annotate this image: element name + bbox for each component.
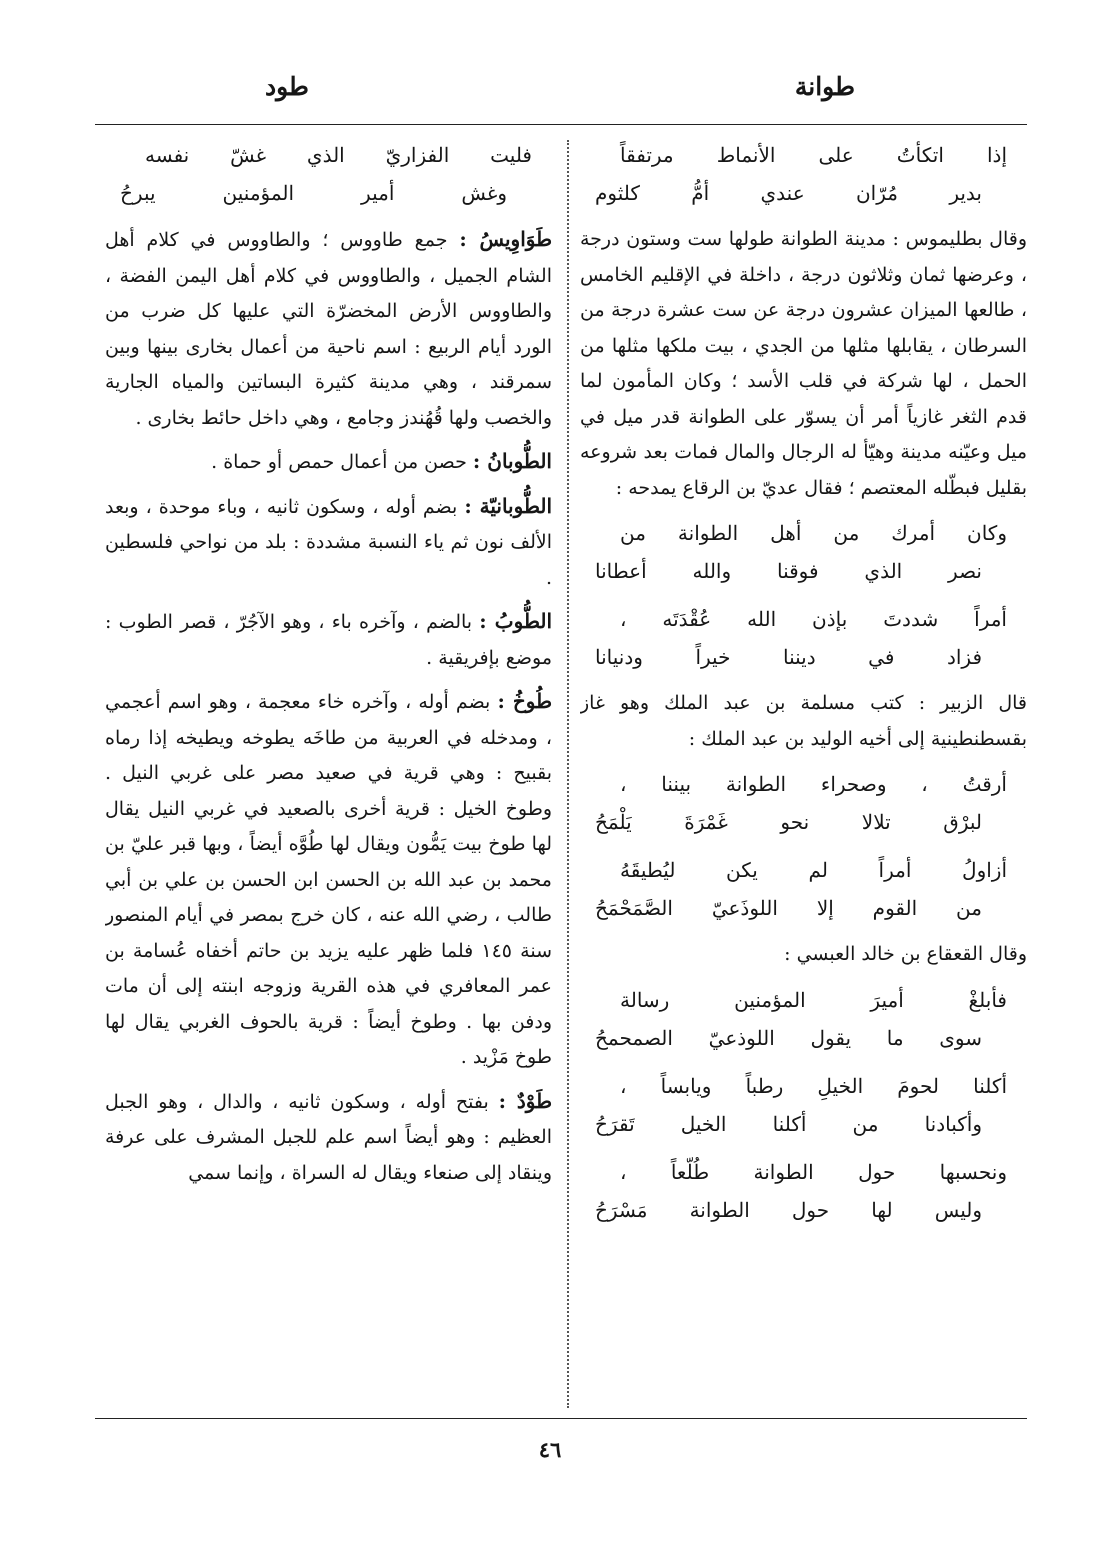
verse-line: أمراً شددتَ بإذن الله عُقْدَتَه ، bbox=[620, 607, 1007, 631]
verse-line: أزاولُ أمراً لم يكن ليُطيقَهُ bbox=[620, 858, 1007, 882]
verse-couplet bbox=[580, 600, 1027, 676]
verse-line: فأبلغْ أميرَ المؤمنين رسالة bbox=[620, 987, 1007, 1012]
dictionary-entry bbox=[105, 604, 552, 676]
left-column bbox=[105, 136, 552, 1408]
dictionary-entry bbox=[105, 444, 552, 481]
verse-couplet bbox=[580, 851, 1027, 927]
verse-line: لبرْق تلالا نحو غَمْرَةَ يَلْمَحُ bbox=[595, 810, 982, 834]
verse-line: وكان أمرك من أهل الطوانة من bbox=[620, 521, 1007, 545]
entry-text: بفتح أوله ، وسكون ثانيه ، والدال ، وهو الجبل العظيم : وهو أيضاً اسم علم للجبل المشرف على عرفة وينقاد إلى صنعاء ويقال له السراة ، وإنما سمي bbox=[105, 1090, 552, 1184]
verse-line: ونحسبها حول الطوانة طُلّعاً ، bbox=[620, 1159, 1007, 1184]
verse-line: أرقتُ ، وصحراء الطوانة بيننا ، bbox=[620, 772, 1007, 796]
verse-line: وليس لها حول الطوانة مَسْرَحُ bbox=[595, 1197, 982, 1222]
entry-text: حصن من أعمال حمص أو حماة . bbox=[211, 451, 473, 473]
header-rule bbox=[95, 124, 1027, 125]
verse-couplet bbox=[580, 136, 1027, 212]
verse-line: أكلنا لحومَ الخيلِ رطباً ويابساً ، bbox=[620, 1073, 1007, 1098]
entry-text: جمع طاووس ؛ والطاووس في كلام أهل الشام الجميل ، والطاووس في كلام أهل اليمن الفضة ، والطاووس الأرض المخضرّة التي عليها كل ضرب من الورد أيام الربيع : اسم ناحية من أعمال بخارى بينها وبين سمرقند ، وهي مدينة كثيرة البساتين والمياه الجارية والخصب ولها قُهُندز وجامع ، وهي داخل حائط بخارى . bbox=[105, 229, 552, 429]
verse-couplet bbox=[580, 765, 1027, 841]
dictionary-entry bbox=[105, 1084, 552, 1192]
right-column bbox=[580, 136, 1027, 1408]
entry-headword: الطُّوبانيّة : bbox=[464, 493, 552, 518]
entry-headword: الطُّوبُ : bbox=[479, 609, 552, 633]
running-header-right: طوانة bbox=[794, 72, 855, 101]
verse-line: سوى ما يقول اللوذعيّ الصمحمحُ bbox=[595, 1025, 982, 1050]
prose-paragraph: وقال القعقاع بن خالد العبسي : bbox=[784, 943, 1027, 965]
dictionary-entry bbox=[105, 222, 552, 436]
page-number: ٤٦ bbox=[538, 1437, 562, 1462]
entry-text: بضم أوله ، وسكون ثانيه ، وباء موحدة ، وبعد الألف نون ثم ياء النسبة مشددة : بلد من نواحي فلسطين . bbox=[105, 495, 552, 589]
prose-paragraph: قال الزبير : كتب مسلمة بن عبد الملك وهو غاز بقسطنطينية إلى أخيه الوليد بن عبد الملك : bbox=[580, 692, 1027, 750]
verse-couplet bbox=[580, 1153, 1027, 1229]
verse-line: إذا اتكأتُ على الأنماط مرتفقاً bbox=[620, 143, 1007, 167]
entry-headword: طَوَاوِيسُ : bbox=[459, 227, 552, 251]
verse-line: فليت الفزاريّ الذي غشّ نفسه bbox=[145, 143, 532, 167]
verse-line: من القوم إلا اللوذَعيّ الصَّمَحْمَحُ bbox=[595, 896, 982, 920]
column-divider bbox=[567, 140, 569, 1408]
verse-couplet bbox=[580, 514, 1027, 590]
prose-paragraph: وقال بطليموس : مدينة الطوانة طولها ست وستون درجة ، وعرضها ثمان وثلاثون درجة ، داخلة في الإقليم الخامس ، طالعها الميزان عشرون درجة عن ست عشرة درجة من السرطان ، يقابلها مثلها من الجدي ، بيت ملكها مثلها من الحمل ، لها شركة في قلب الأسد ؛ وكان المأمون لما قدم الثغر غازياً أمر أن يسوّر على الطوانة قدر ميل في ميل وعيّنه مدينة وهيّأ له الرجال والمال فمات بعد شروعه بقليل فبطّله المعتصم ؛ فقال عديّ بن الرقاع يمدحه : bbox=[580, 228, 1027, 499]
verse-line: وأكبادنا من أكلنا الخيل تَقرَحُ bbox=[595, 1111, 982, 1136]
verse-line: بدير مُرّان عندي أمُّ كلثوم bbox=[595, 181, 982, 205]
verse-couplet bbox=[580, 1067, 1027, 1143]
entry-text: بضم أوله ، وآخره خاء معجمة ، وهو اسم أعجمي ، ومدخله في العربية من طاخَه يطوخه ويطيخه إذا رماه بقبيح : وهي قرية في صعيد مصر على غربي النيل . وطوخ الخيل : قرية أخرى بالصعيد في غربي النيل يقال لها طوخ بيت يَمُّون ويقال لها طُوَّه أيضاً ، وبها قبر عليّ بن محمد بن عبد الله بن الحسن ابن الحسن بن علي بن أبي طالب ، رضي الله عنه ، كان خرج بمصر في أيام المنصور سنة ١٤٥ فلما ظهر عليه يزيد بن حاتم أخفاه عُسامة بن عمر المعافري في هذه القرية وزوجه ابنته إلى أن مات ودفن بها . وطوخ أيضاً : قرية بالحوف الغربي يقال لها طوخ مَزْيد . bbox=[105, 691, 552, 1068]
entry-headword: الطُّوبانُ : bbox=[472, 449, 552, 473]
entry-headword: طَوْدٌ : bbox=[498, 1088, 552, 1113]
verse-line: وغش أمير المؤمنين يبرحُ bbox=[120, 181, 507, 205]
entry-headword: طُوخُ : bbox=[497, 689, 552, 713]
verse-line: فزاد في ديننا خيراً ودنيانا bbox=[595, 645, 982, 669]
running-header-left: طود bbox=[265, 72, 309, 101]
entry-text: بالضم ، وآخره باء ، وهو الآجُرّ ، قصر الطوب : موضع بإفريقية . bbox=[105, 611, 552, 669]
verse-couplet bbox=[105, 136, 552, 212]
verse-couplet bbox=[580, 981, 1027, 1057]
verse-line: نصر الذي فوقنا والله أعطانا bbox=[595, 559, 982, 583]
footer-rule bbox=[95, 1418, 1027, 1419]
dictionary-entry bbox=[105, 684, 552, 1076]
dictionary-entry bbox=[105, 489, 552, 597]
